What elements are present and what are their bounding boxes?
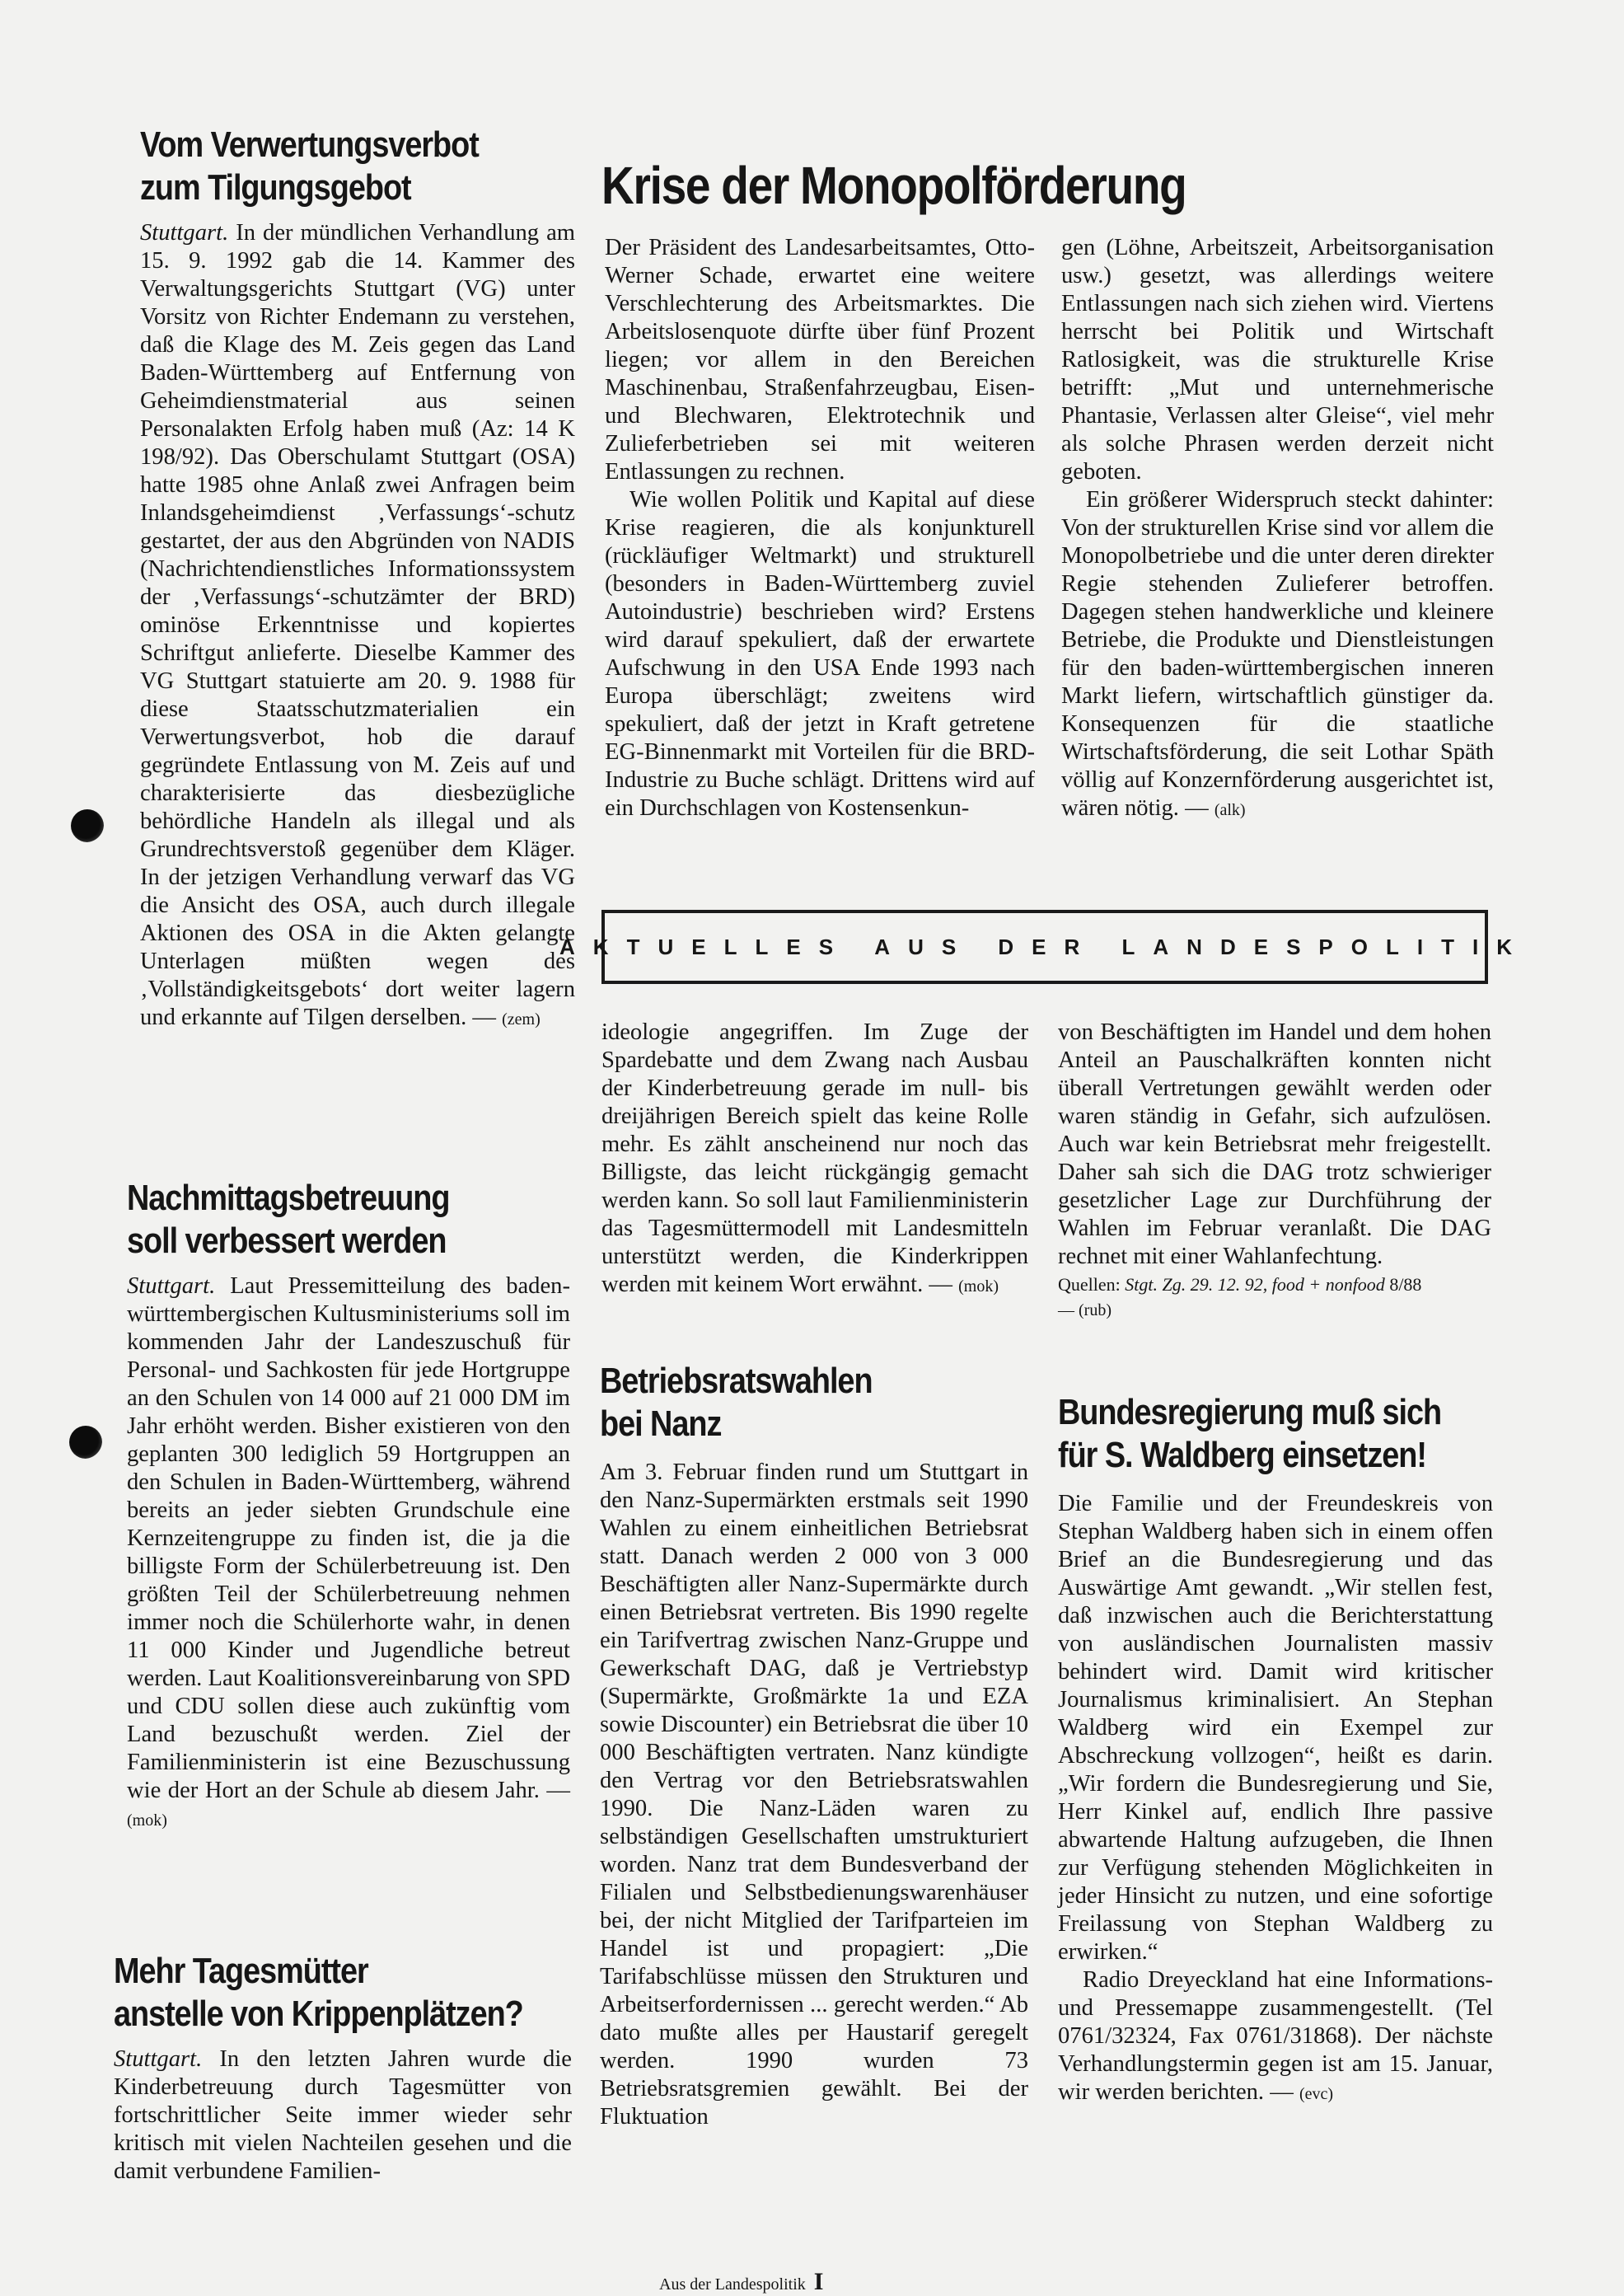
article-nanz (600, 1360, 1028, 2131)
punch-hole-bottom (69, 1426, 102, 1459)
article-monopol-col1 (605, 234, 1035, 822)
dateline: Stuttgart. (114, 2046, 203, 2072)
article-body: Stuttgart. In den letzten Jahren wurde die Kinderbetreuung durch Tagesmütter von fortschrittlicher Seite immer wieder sehr kritisch mit vielen Nachteilen gesehen und die damit verbundene Familien- (114, 2046, 572, 2184)
article-body: gen (Löhne, Arbeitszeit, Arbeitsorganisation usw.) gesetzt, was allerdings weitere Entlassungen nach sich ziehen wird. Viertens herrscht bei Politik und Wirtschaft Ratlosigkeit, was die strukturelle Krise betrifft: „Mut und unternehmerische Phantasie, Verlassen alter Gleise“, viel mehr als solche Phrasen werden derzeit nicht geboten. Ein größerer Widerspruch steckt dahinter: Von der strukturellen Krise sind vor allem die Monopolbetriebe und die unter deren direkter Regie stehenden Zulieferer betroffen. Dagegen stehen handwerkliche und kleinere Betriebe, die Produkte und Dienstleistungen für den baden-württembergischen inneren Markt liefern, wirtschaftlich günstiger da. Konsequenzen für die staatliche Wirtschaftsförderung, die seit Lothar Späth völlig auf Konzernförderung ausgerichtet ist, wären nötig. — (alk) (1061, 235, 1494, 821)
section-banner-text: AKTUELLES AUS DER LANDESPOLITIK (559, 934, 1530, 959)
article-headline: Betriebsratswahlen bei Nanz (600, 1361, 873, 1444)
article-nanz-continued (1058, 1019, 1491, 1323)
article-headline: Mehr Tagesmütter anstelle von Krippenplätzen? (114, 1951, 523, 2034)
author-signature: (mok) (958, 1277, 999, 1296)
page-number: I (813, 2268, 824, 2295)
article-body: Stuttgart. Laut Pressemitteilung des baden-württembergischen Kultusministeriums soll im kommenden Jahr der Landeszuschuß für Personal- und Sachkosten für jede Hortgruppe an den Schulen von 14 000 auf 21 000 DM im Jahr erhöht werden. Bisher existieren von den geplanten 300 lediglich 59 Hortgruppen an den Schulen in Baden-Württemberg, während bereits an jeder siebten Grundschule eine Kernzeitengruppe zu finden ist, die ja die billigste Form der Schülerbetreuung ist. Den größten Teil der Schülerbetreuung nehmen immer noch die Schülerhorte wahr, in denen 11 000 Kinder und Jugendliche betreut werden. Laut Koalitionsvereinbarung von SPD und CDU sollen diese auch zukünftig vom Land bezuschußt werden. Ziel der Familienministerin ist eine Bezuschussung wie der Hort an der Schule ab diesem Jahr. — (mok) (127, 1273, 570, 1830)
author-signature: (zem) (502, 1010, 541, 1029)
article-headline: Nachmittagsbetreuung soll verbessert werden (127, 1178, 450, 1261)
article-headline: Vom Verwertungsverbot zum Tilgungsgebot (140, 124, 479, 208)
article-body: ideologie angegriffen. Im Zuge der Spardebatte und dem Zwang nach Ausbau der Kinderbetreuung gerade im null- bis dreijährigen Bereich spielt das keine Rolle mehr. Es zählt anscheinend nur noch das Billigste, das leicht rückgängig gemacht werden kann. So soll laut Familienministerin das Tagesmüttermodell mit Landesmitteln unterstützt werden, die Kinderkrippen werden mit keinem Wort erwähnt. — (mok) (601, 1019, 1028, 1297)
author-signature: (alk) (1214, 801, 1246, 819)
sources-note: Quellen: Stgt. Zg. 29. 12. 92, food + nonfood 8/88 — (rub) (1058, 1274, 1422, 1319)
article-headline: Bundesregierung muß sich für S. Waldberg einsetzen! (1058, 1392, 1442, 1475)
article-monopol-col2 (1061, 234, 1494, 824)
footer-section: Aus der Landespolitik (659, 2275, 806, 2294)
page-footer (659, 2268, 823, 2296)
article-body: von Beschäftigten im Handel und dem hohen Anteil an Pauschalkräften konnten nicht überall Vertretungen gewählt werden oder waren ständig in Gefahr, sich aufzulösen. Auch war kein Betriebsrat mehr freigestellt. Daher sah sich die DAG trotz schwieriger gesetzlicher Lage zur Durchführung der Wahlen im Februar veranlaßt. Die DAG rechnet mit einer Wahlanfechtung. (1058, 1019, 1491, 1269)
author-signature: (mok) (127, 1811, 167, 1830)
main-headline: Krise der Monopolförderung (601, 156, 1186, 215)
author-signature: — (rub) (1058, 1301, 1112, 1319)
author-signature: (evc) (1299, 2085, 1334, 2103)
punch-hole-top (71, 809, 104, 842)
article-nachmittagsbetreuung (127, 1177, 570, 1834)
article-waldberg (1058, 1391, 1493, 2108)
dateline: Stuttgart. (140, 220, 229, 246)
article-verwertungsverbot (140, 124, 575, 1033)
article-tagesmuetter (114, 1950, 572, 2186)
article-body: Die Familie und der Freundeskreis von Stephan Waldberg haben sich in einem offen Brief an die Bundesregierung und das Auswärtige Amt gewandt. „Wir stellen fest, daß inzwischen auch die Berichterstattung von ausländischen Journalisten massiv behindert wird. Damit wird kritischer Journalismus kriminalisiert. An Stephan Waldberg wird ein Exempel zur Abschreckung vollzogen“, heißt es darin. „Wir fordern die Bundesregierung und Sie, Herr Kinkel auf, endlich Ihre passive abwartende Haltung aufzugeben, die Ihnen zur Verfügung stehenden Möglichkeiten in jeder Hinsicht zu nutzen, und eine sofortige Freilassung von Stephan Waldberg zu erwirken.“ Radio Dreyeckland hat eine Informations- und Pressemappe zusammengestellt. (Tel 0761/32324, Fax 0761/31868). Der nächste Verhandlungstermin gegen ist am 15. Januar, wir werden berichten. — (evc) (1058, 1491, 1493, 2105)
article-body: Der Präsident des Landesarbeitsamtes, Otto-Werner Schade, erwartet eine weitere Verschlechterung des Arbeitsmarktes. Die Arbeitslosenquote dürfte über fünf Prozent liegen; vor allem in den Bereichen Maschinenbau, Straßenfahrzeugbau, Eisen- und Blechwaren, Elektrotechnik und Zulieferbetrieben sei mit weiteren Entlassungen zu rechnen. Wie wollen Politik und Kapital auf diese Krise reagieren, die als konjunkturell (rückläufiger Weltmarkt) und strukturell (besonders in Baden-Württemberg zuviel Autoindustrie) beschrieben wird? Erstens wird darauf spekuliert, daß der erwartete Aufschwung in den USA Ende 1993 nach Europa überschlägt; zweitens wird spekuliert, daß der jetzt in Kraft getretene EG-Binnenmarkt mit Vorteilen für die BRD-Industrie zu Buche schlägt. Drittens wird auf ein Durchschlagen von Kostensenkun- (605, 235, 1035, 821)
dateline: Stuttgart. (127, 1273, 216, 1299)
article-tagesmuetter-continued (601, 1019, 1028, 1300)
main-headline-block (601, 157, 1488, 214)
section-banner (559, 910, 1530, 984)
article-body: Stuttgart. In der mündlichen Verhandlung am 15. 9. 1992 gab die 14. Kammer des Verwaltungsgerichts Stuttgart (VG) unter Vorsitz von Richter Endemann zu verstehen, daß die Klage des M. Zeis gegen das Land Baden-Württemberg auf Entfernung von Geheimdienstmaterial aus seinen Personalakten Erfolg haben muß (Az: 14 K 198/92). Das Oberschulamt Stuttgart (OSA) hatte 1985 ohne Anlaß zwei Anfragen beim Inlandsgeheimdienst ‚Verfassungs‘-schutz gestartet, der aus den Abgründen von NADIS (Nachrichtendienstliches Informationssystem der ‚Verfassungs‘-schutzämter der BRD) ominöse Erkenntnisse und kopiertes Schriftgut anlieferte. Dieselbe Kammer des VG Stuttgart statuierte am 20. 9. 1988 für diese Staatsschutzmaterialien ein Verwertungsverbot, hob die darauf gegründete Entlassung von M. Zeis auf und charakterisierte das diesbezügliche behördliche Handeln als illegal und als Grundrechtsverstoß gegenüber dem Kläger. In der jetzigen Verhandlung verwarf das VG die Ansicht des OSA, auch durch illegale Aktionen des OSA in die Akten gelangte Unterlagen müßten wegen des ‚Vollständigkeitsgebots‘ dort weiter lagern und erkannte auf Tilgen derselben. — (zem) (140, 220, 575, 1030)
article-body: Am 3. Februar finden rund um Stuttgart in den Nanz-Supermärkten erstmals seit 1990 Wahlen zu einem einheitlichen Betriebsrat statt. Danach werden 2 000 von 3 000 Beschäftigten aller Nanz-Supermärkte durch einen Betriebsrat vertreten. Bis 1990 regelte ein Tarifvertrag zwischen Nanz-Gruppe und Gewerkschaft DAG, daß je Vertriebstyp (Supermärkte, Großmärkte 1a und EZA sowie Discounter) ein Betriebsrat die über 10 000 Beschäftigten vertraten. Nanz kündigte den Vertrag vor den Betriebsratswahlen 1990. Die Nanz-Läden waren zu selbständigen Gesellschaften umstrukturiert worden. Nanz trat dem Bundesverband der Filialen und Selbstbedienungswarenhäuser bei, der nicht Mitglied der Tarifparteien im Handel ist und propagiert: „Die Tarifabschlüsse müssen den Strukturen und Arbeitserfordernissen ... gerecht werden.“ Ab dato mußte alles per Haustarif geregelt werden. 1990 wurden 73 Betriebsratsgremien gewählt. Bei der Fluktuation (600, 1460, 1028, 2130)
